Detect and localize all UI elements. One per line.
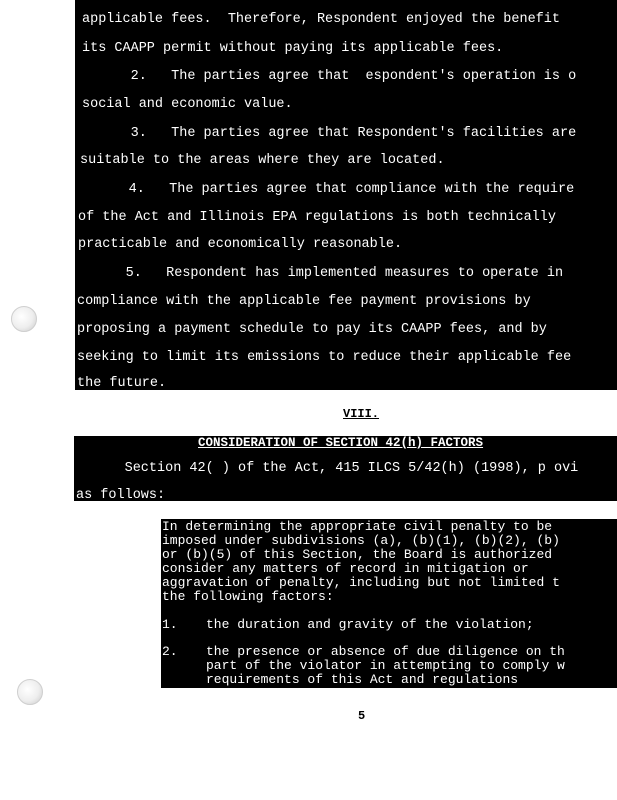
body-line: social and economic value.: [82, 97, 293, 112]
punch-hole-top: [11, 306, 37, 332]
body-line: 4. The parties agree that compliance with the require: [80, 182, 575, 197]
factor-line: the duration and gravity of the violation;: [206, 618, 534, 632]
body-line: 2. The parties agree that espondent's operation is o: [82, 69, 577, 84]
quote-line: consider any matters of record in mitigation or: [162, 562, 529, 576]
body-line: the future.: [77, 376, 167, 391]
body-line: 5. Respondent has implemented measures to operate in: [77, 266, 564, 281]
factor-number: 2.: [162, 645, 178, 659]
body-line: its CAAPP permit without paying its applicable fees.: [82, 41, 504, 56]
factor-line: the presence or absence of due diligence on th: [206, 645, 565, 659]
body-line: practicable and economically reasonable.: [78, 237, 403, 252]
body-line: suitable to the areas where they are located.: [80, 153, 445, 168]
quote-line: or (b)(5) of this Section, the Board is authorized: [162, 548, 553, 562]
body-line: compliance with the applicable fee payment provisions by: [77, 294, 531, 309]
section-number: VIII.: [343, 407, 380, 421]
quote-line: In determining the appropriate civil penalty to be: [162, 520, 553, 534]
body-line: proposing a payment schedule to pay its CAAPP fees, and by: [77, 322, 547, 337]
factor-line: part of the violator in attempting to comply w: [206, 659, 565, 673]
factor-number: 1.: [162, 618, 178, 632]
quote-line: the following factors:: [162, 590, 334, 604]
punch-hole-bottom: [17, 679, 43, 705]
intro-line: as follows:: [76, 488, 166, 503]
body-line: 3. The parties agree that Respondent's facilities are: [82, 126, 577, 141]
quote-line: imposed under subdivisions (a), (b)(1), (b)(2), (b): [162, 534, 560, 548]
factor-line: requirements of this Act and regulations: [206, 673, 519, 687]
body-line: of the Act and Illinois EPA regulations is both technically: [78, 210, 556, 225]
section-title: CONSIDERATION OF SECTION 42(h) FACTORS: [198, 436, 484, 450]
quote-line: aggravation of penalty, including but not limited t: [162, 576, 560, 590]
page-number: 5: [358, 709, 366, 723]
intro-line: Section 42( ) of the Act, 415 ILCS 5/42(h) (1998), p ovi: [76, 461, 579, 476]
body-line: applicable fees. Therefore, Respondent enjoyed the benefit: [82, 12, 560, 27]
body-line: seeking to limit its emissions to reduce their applicable fee: [77, 350, 572, 365]
